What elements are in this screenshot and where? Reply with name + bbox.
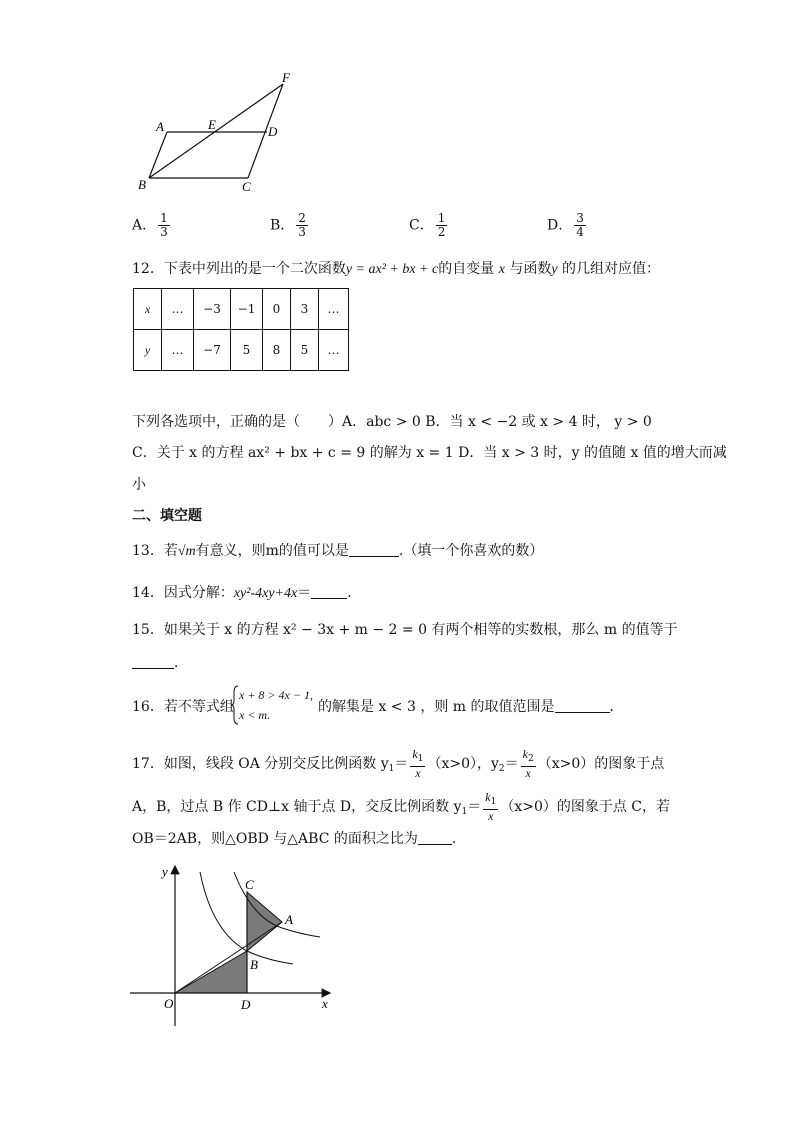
q12-line1: 下列各选项中，正确的是（ ）A．abc > 0 B．当 x < −2 或 x > 4 时， y > 0 — [132, 414, 652, 430]
q15-line1: 15．如果关于 x 的方程 x² − 3x + m − 2 = 0 有两个相等的实数根，那么 m 的值等于 — [132, 622, 678, 638]
label-C: C — [242, 179, 251, 194]
label-O: O — [164, 996, 174, 1011]
q13: 13．若√m有意义，则m的值可以是 .（填一个你喜欢的数） — [132, 543, 544, 559]
table-cell: −1 — [231, 289, 263, 330]
section-heading: 二、填空题 — [132, 508, 202, 524]
table-cell: 5 — [291, 330, 319, 371]
table-header-x: x — [134, 289, 162, 330]
q17-line1: 17．如图，线段 OA 分别交反比例函数 $y_1=$ $\frac{k_1}{x}$ （x>0），$y_2=$ $\frac{k_2}{x}$ （x>0）的图象于点 — [132, 747, 665, 780]
q12-stem: 12．下表中列出的是一个二次函数y = ax² + bx + c的自变量 x 与函数y 的几组对应值： — [132, 261, 661, 277]
q13-blank[interactable] — [349, 542, 399, 557]
label-F: F — [282, 70, 290, 85]
label-A: A — [156, 119, 164, 134]
q17-line2: A，B，过点 B 作 CD⊥x 轴于点 D，交反比例函数 $y_1=$ $\frac{k_1}{x}$ （x>0）的图象于点 C，若 — [132, 790, 671, 823]
option-a[interactable]: A． $\frac{1}{3}$ — [132, 211, 168, 239]
q12-line3: 小 — [132, 477, 146, 493]
table-cell: 8 — [263, 330, 291, 371]
table-cell: 3 — [291, 289, 319, 330]
q16: 16．若不等式组 — [132, 699, 234, 715]
table-cell: … — [319, 330, 349, 371]
label-B: B — [138, 177, 146, 192]
label-E: E — [208, 117, 216, 132]
triangle-OBD — [175, 951, 247, 993]
values-table — [133, 288, 349, 371]
table-cell: … — [162, 289, 194, 330]
label-D: D — [268, 124, 278, 139]
label-D: D — [241, 997, 251, 1012]
option-c[interactable]: C． $\frac{1}{2}$ — [409, 211, 446, 239]
q15-line2: ． — [132, 654, 188, 672]
label-A: A — [285, 912, 293, 927]
parallelogram-figure — [130, 68, 300, 198]
label-y: y — [162, 864, 168, 879]
reciprocal-function-figure — [128, 858, 338, 1033]
q17-line3: OB＝2AB，则△OBD 与△ABC 的面积之比为 ． — [132, 831, 466, 847]
inequality-system — [230, 684, 320, 726]
q12-line2: C．关于 x 的方程 ax² + bx + c = 9 的解为 x = 1 D．当 x > 3 时，y 的值随 x 值的增大而减 — [132, 445, 727, 461]
table-row-x — [134, 289, 349, 330]
q15-blank[interactable] — [132, 654, 174, 669]
label-C: C — [245, 877, 254, 892]
table-row-y — [134, 330, 349, 371]
table-cell: −7 — [194, 330, 231, 371]
table-cell: −3 — [194, 289, 231, 330]
segment-BF — [149, 84, 283, 178]
table-cell: … — [319, 289, 349, 330]
ineq-1: x + 8 > 4x − 1, — [239, 688, 313, 702]
q14-blank[interactable] — [311, 584, 347, 599]
label-B: B — [250, 957, 258, 972]
table-cell: … — [162, 330, 194, 371]
table-header-y: y — [134, 330, 162, 371]
option-b[interactable]: B． $\frac{2}{3}$ — [270, 211, 306, 239]
q17-blank[interactable] — [418, 830, 452, 845]
q16-blank[interactable] — [555, 698, 610, 713]
table-cell: 0 — [263, 289, 291, 330]
ineq-2: x < m. — [239, 708, 271, 722]
segment-CF — [248, 84, 283, 178]
table-cell: 5 — [231, 330, 263, 371]
q16-post: 的解集是 x < 3 ，则 m 的取值范围是 ． — [318, 699, 624, 715]
option-d[interactable]: D． $\frac{3}{4}$ — [547, 211, 584, 239]
label-x: x — [322, 996, 328, 1011]
q14: 14．因式分解：xy²-4xy+4x＝ ． — [132, 585, 362, 601]
